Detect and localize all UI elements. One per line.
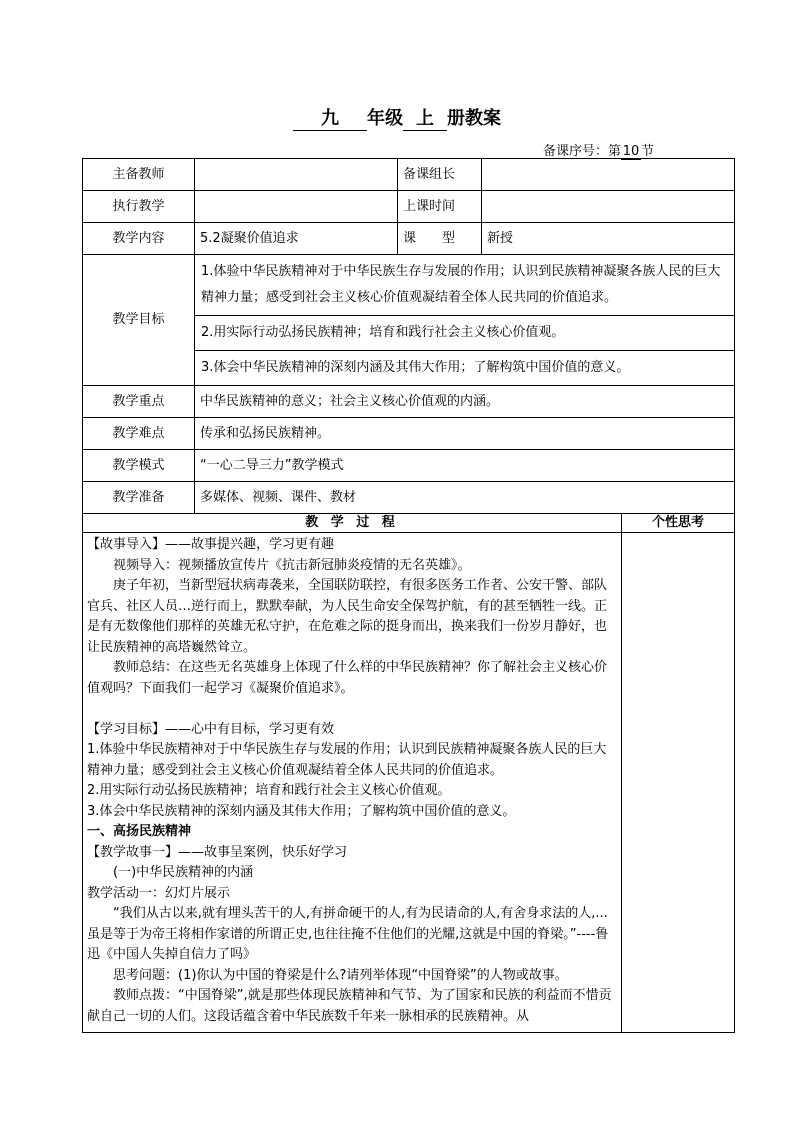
row-difficult — [83, 418, 735, 450]
row-teacher — [83, 159, 735, 191]
process-line: 教师点拨：“中国脊梁”,就是那些体现民族精神和气节、为了国家和民族的利益而不惜贡献自己一切的人们。这段话蕴含着中华民族数千年来一脉相承的民族精神。从 — [87, 988, 612, 1024]
mode-label: 教学模式 — [83, 450, 195, 482]
process-line: 1.体验中华民族精神对于中华民族生存与发展的作用；认识到民族精神凝聚各族人民的巨大精神力量；感受到社会主义核心价值观凝结着全体人民共同的价值追求。 — [87, 742, 607, 778]
leader-value — [482, 159, 735, 191]
page-title — [0, 104, 794, 131]
process-header: 教 学 过 程 — [83, 514, 622, 533]
mode-value: “一心二导三力”教学模式 — [195, 450, 735, 482]
seq-label: 备课序号：第 — [542, 144, 621, 159]
row-content — [83, 223, 735, 255]
lesson-plan-table — [82, 158, 735, 1033]
exec-value — [195, 191, 398, 223]
time-value — [482, 191, 735, 223]
process-line: “我们从古以来,就有埋头苦干的人,有拼命硬干的人,有为民请命的人,有舍身求法的人,...虽是等于为帝王将相作家谱的所谓正史,也往往掩不住他们的光耀,这就是中国的脊梁。”----鲁迅《中国人失掉自信力了吗》 — [87, 906, 609, 962]
process-line: 【教学故事一】——故事呈案例，快乐好学习 — [87, 844, 348, 860]
row-prep — [83, 482, 735, 514]
process-line: 教学活动一：幻灯片展示 — [87, 885, 231, 901]
exec-label: 执行教学 — [83, 191, 195, 223]
teacher-value — [195, 159, 398, 191]
term-value: 上 — [403, 104, 447, 131]
row-goal-1 — [83, 255, 735, 316]
row-key — [83, 386, 735, 418]
difficult-label: 教学难点 — [83, 418, 195, 450]
seq-unit: 节 — [640, 144, 654, 159]
term-suffix: 册教案 — [447, 108, 501, 129]
time-label: 上课时间 — [398, 191, 482, 223]
process-body — [83, 533, 622, 1033]
difficult-value: 传承和弘扬民族精神。 — [195, 418, 735, 450]
goal-item-2: 2.用实际行动弘扬民族精神；培育和践行社会主义核心价值观。 — [195, 316, 735, 351]
process-line: 【故事导入】——故事提兴趣，学习更有趣 — [87, 537, 335, 552]
grade-suffix: 年级 — [367, 108, 403, 129]
leader-label: 备课组长 — [398, 159, 482, 191]
content-label: 教学内容 — [83, 223, 195, 255]
lesson-sequence — [543, 140, 654, 160]
row-exec — [83, 191, 735, 223]
row-process-body — [83, 533, 735, 1033]
prep-label: 教学准备 — [83, 482, 195, 514]
side-header: 个性思考 — [622, 514, 735, 533]
key-label: 教学重点 — [83, 386, 195, 418]
process-line: 【学习目标】——心中有目标，学习更有效 — [87, 721, 335, 737]
process-line: 庚子年初，当新型冠状病毒袭来，全国联防联控，有很多医务工作者、公安干警、部队官兵、社区人员…逆行而上，默默奉献，为人民生命安全保驾护航，有的甚至牺牲一线。正是有无数像他们那样的英雄无私守护，在危难之际的挺身而出，换来我们一份岁月静好，也让民族精神的高塔巍然耸立。 — [87, 578, 608, 655]
type-label: 课 型 — [398, 223, 482, 255]
blank-line — [87, 699, 617, 720]
type-value: 新授 — [482, 223, 735, 255]
process-line: 视频导入：视频播放宣传片《抗击新冠肺炎疫情的无名英雄》。 — [113, 557, 471, 573]
process-line: 2.用实际行动弘扬民族精神；培育和践行社会主义核心价值观。 — [87, 783, 451, 798]
process-line: 3.体会中华民族精神的深刻内涵及其伟大作用；了解构筑中国价值的意义。 — [87, 803, 516, 819]
prep-value: 多媒体、视频、课件、教材 — [195, 482, 735, 514]
process-line: (一)中华民族精神的内涵 — [113, 865, 254, 880]
goals-label: 教学目标 — [83, 255, 195, 386]
section-heading: 一、高扬民族精神 — [87, 824, 192, 839]
seq-number: 10 — [622, 144, 640, 159]
row-process-header — [83, 514, 735, 533]
grade-value: 九 — [293, 104, 367, 131]
goal-item-3: 3.体会中华民族精神的深刻内涵及其伟大作用；了解构筑中国价值的意义。 — [195, 351, 735, 386]
teacher-label: 主备教师 — [83, 159, 195, 191]
process-line: 思考问题：(1)你认为中国的脊梁是什么?请列举体现“中国脊梁”的人物或故事。 — [113, 967, 568, 983]
side-body — [622, 533, 735, 1033]
key-value: 中华民族精神的意义；社会主义核心价值观的内涵。 — [195, 386, 735, 418]
goal-item-1: 1.体验中华民族精神对于中华民族生存与发展的作用；认识到民族精神凝聚各族人民的巨大精神力量；感受到社会主义核心价值观凝结着全体人民共同的价值追求。 — [195, 255, 735, 316]
row-mode — [83, 450, 735, 482]
process-line: 教师总结：在这些无名英雄身上体现了什么样的中华民族精神？你了解社会主义核心价值观吗？下面我们一起学习《凝聚价值追求》。 — [87, 660, 608, 696]
content-value: 5.2凝聚价值追求 — [195, 223, 398, 255]
